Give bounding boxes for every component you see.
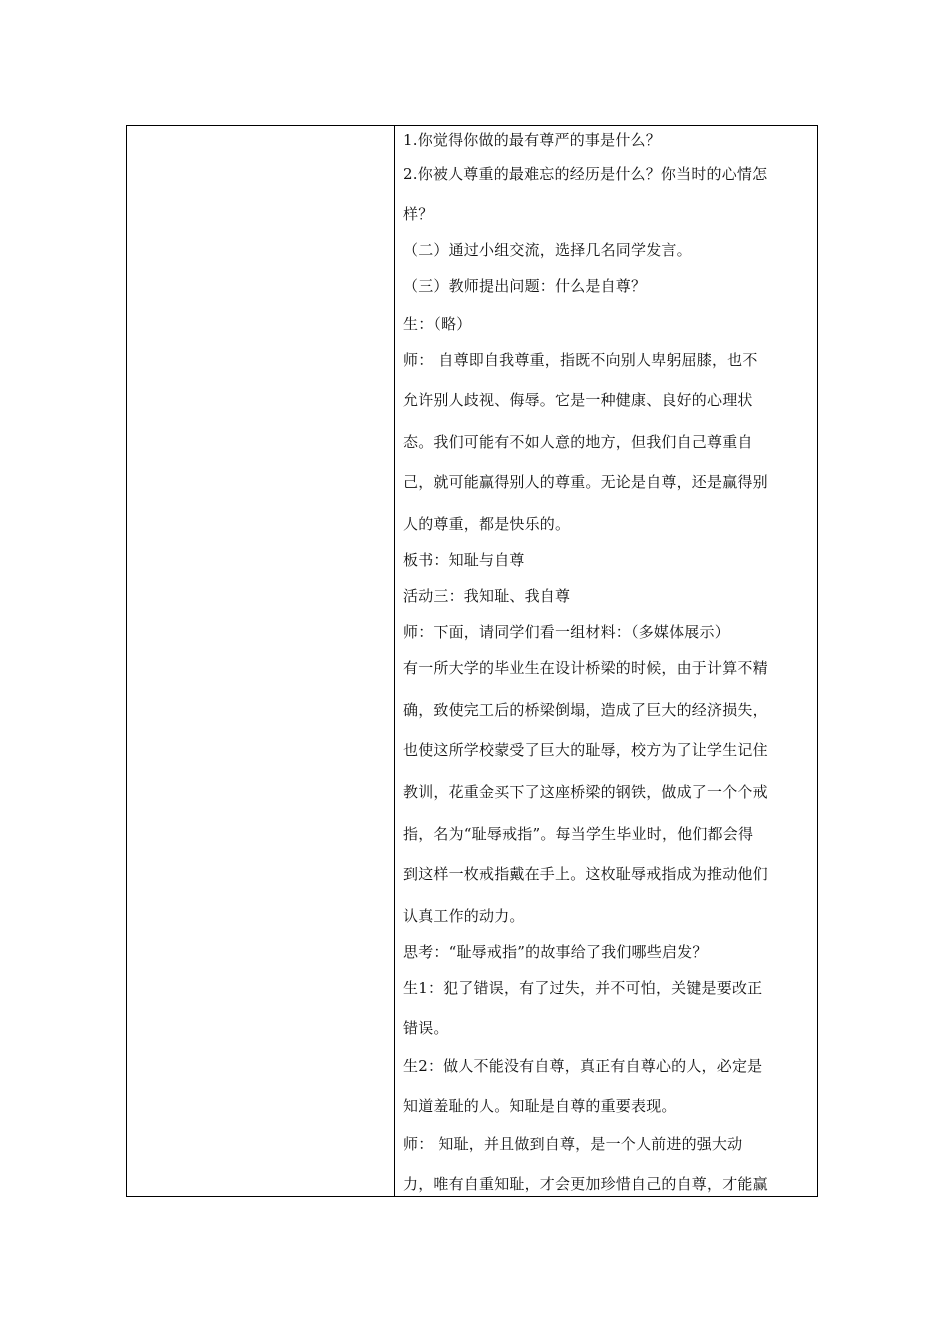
- text-line: 生1：犯了错误，有了过失，并不可怕，关键是要改正: [403, 979, 763, 997]
- text-line: 师：下面，请同学们看一组材料：（多媒体展示）: [403, 623, 730, 641]
- text-line: 力，唯有自重知耻，才会更加珍惜自己的自尊，才能赢: [403, 1175, 768, 1193]
- text-line: 板书：知耻与自尊: [403, 551, 525, 569]
- lesson-content: [395, 126, 817, 1196]
- text-line: 样？: [403, 205, 434, 223]
- text-line: 生2：做人不能没有自尊，真正有自尊心的人，必定是: [403, 1057, 763, 1075]
- text-line: 认真工作的动力。: [403, 907, 525, 925]
- text-line: 人的尊重，都是快乐的。: [403, 515, 571, 533]
- text-line: 1.你觉得你做的最有尊严的事是什么？: [403, 131, 661, 149]
- text-line: 有一所大学的毕业生在设计桥梁的时候，由于计算不精: [403, 659, 768, 677]
- text-line: 教训，花重金买下了这座桥梁的钢铁，做成了一个个戒: [403, 783, 768, 801]
- left-cell: [127, 126, 395, 1197]
- text-line: （二）通过小组交流，选择几名同学发言。: [403, 241, 692, 259]
- lesson-table: [126, 125, 818, 1197]
- text-line: 师： 自尊即自我尊重，指既不向别人卑躬屈膝，也不: [403, 351, 758, 369]
- text-line: 知道羞耻的人。知耻是自尊的重要表现。: [403, 1097, 677, 1115]
- text-line: 生：（略）: [403, 315, 472, 333]
- text-line: 2.你被人尊重的最难忘的经历是什么？你当时的心情怎: [403, 165, 768, 183]
- text-line: 错误。: [403, 1019, 449, 1037]
- text-line: 态。我们可能有不如人意的地方，但我们自己尊重自: [403, 433, 753, 451]
- text-line: （三）教师提出问题：什么是自尊？: [403, 277, 647, 295]
- text-line: 允许别人歧视、侮辱。它是一种健康、良好的心理状: [403, 391, 753, 409]
- text-line: 也使这所学校蒙受了巨大的耻辱，校方为了让学生记住: [403, 741, 768, 759]
- text-line: 确，致使完工后的桥梁倒塌，造成了巨大的经济损失，: [403, 701, 768, 719]
- text-line: 指，名为“耻辱戒指”。每当学生毕业时，他们都会得: [403, 825, 754, 843]
- table-row: [127, 126, 818, 1197]
- text-line: 到这样一枚戒指戴在手上。这枚耻辱戒指成为推动他们: [403, 865, 768, 883]
- text-line: 己，就可能赢得别人的尊重。无论是自尊，还是赢得别: [403, 473, 768, 491]
- right-cell: [395, 126, 818, 1197]
- text-line: 思考：“耻辱戒指”的故事给了我们哪些启发？: [403, 943, 708, 961]
- text-line: 活动三：我知耻、我自尊: [403, 587, 571, 605]
- text-line: 师： 知耻，并且做到自尊，是一个人前进的强大动: [403, 1135, 743, 1153]
